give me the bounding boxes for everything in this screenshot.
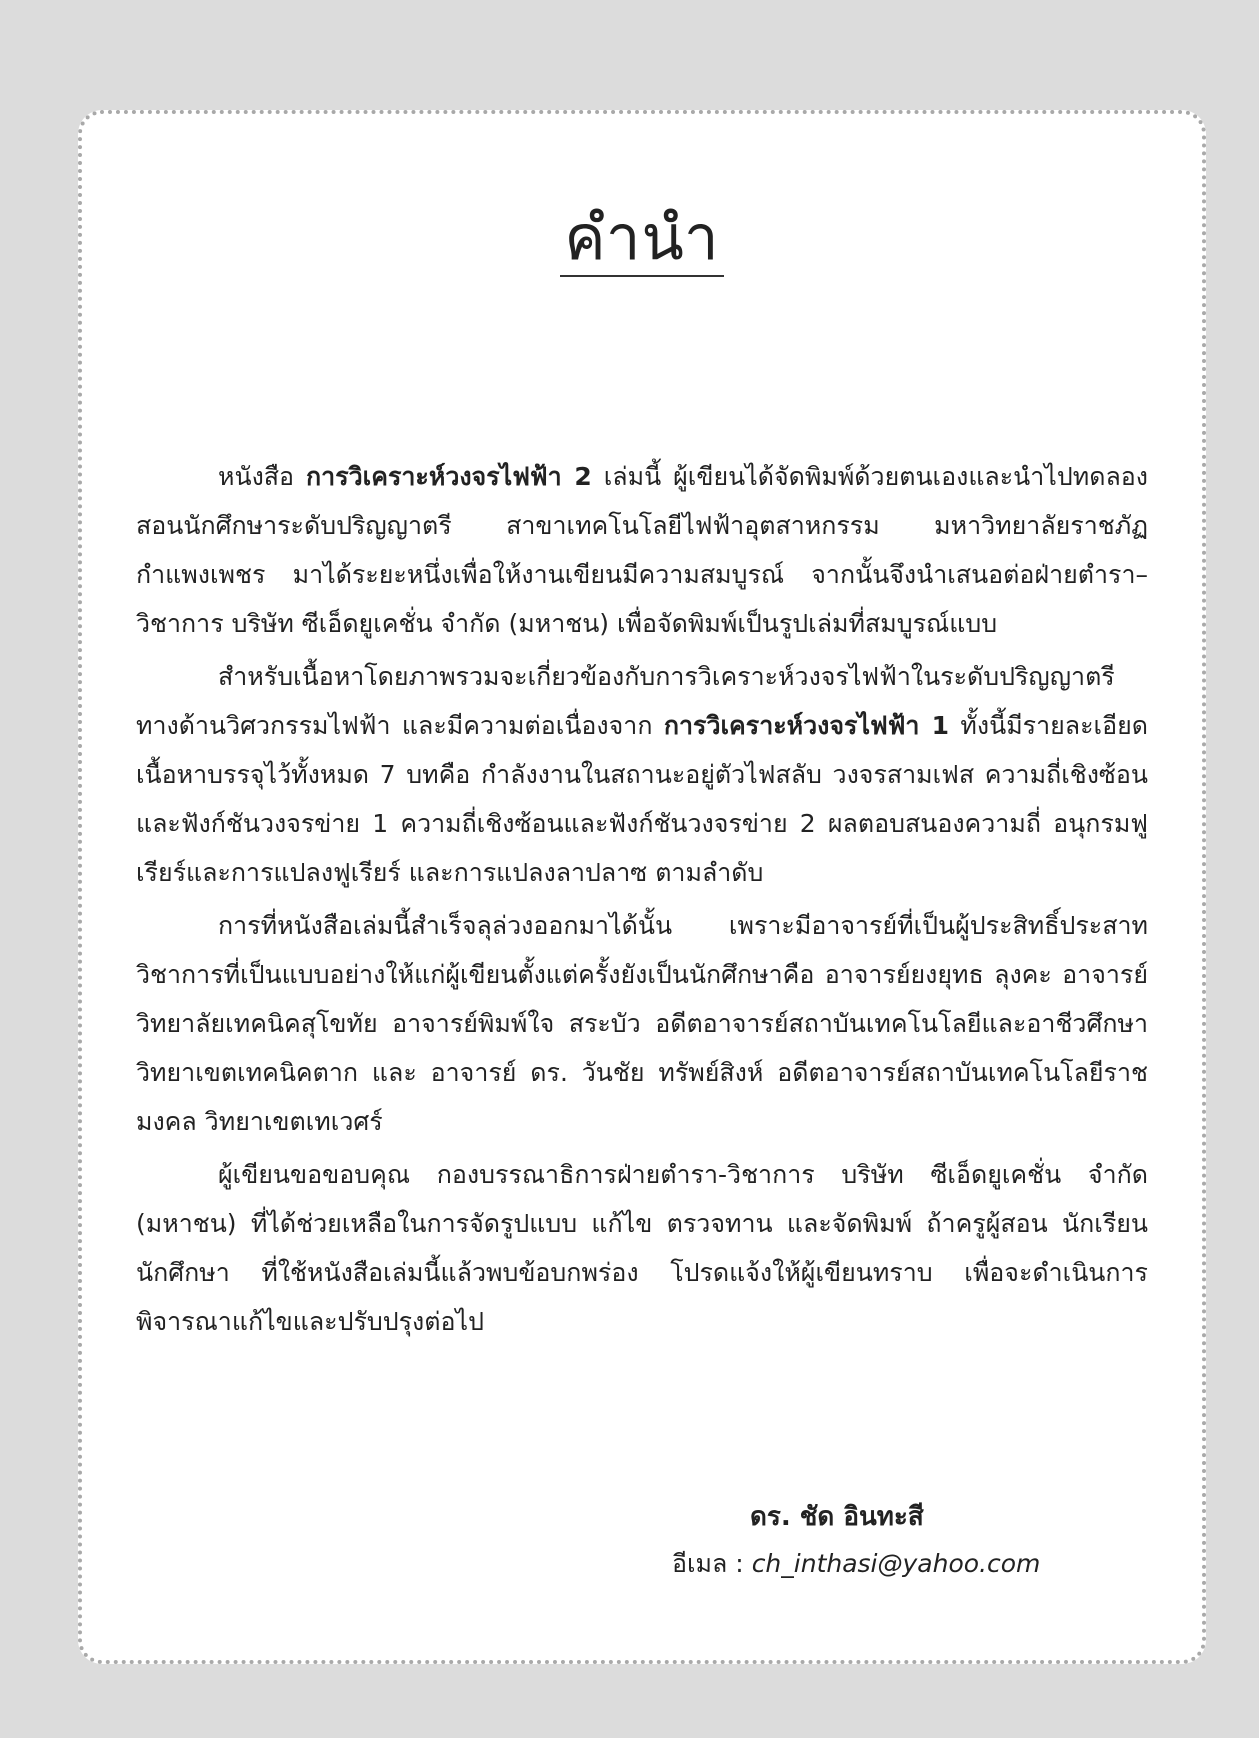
author-email-line — [672, 1544, 1040, 1584]
paragraph-4-text: ผู้เขียนขอขอบคุณ กองบรรณาธิการฝ่ายตำรา-วิชาการ บริษัท ซีเอ็ดยูเคชั่น จำกัด (มหาชน) ที่ได้ช่วยเหลือในการจัดรูปแบบ แก้ไข ตรวจทาน และจัดพิมพ์ ถ้าครูผู้สอน นักเรียน นักศึกษา ที่ใช้หนังสือเล่มนี้แล้วพบข้อบกพร่อง โปรดแจ้งให้ผู้เขียนทราบ เพื่อจะดำเนินการพิจารณาแก้ไขและปรับปรุงต่อไป — [136, 1160, 1148, 1336]
page-frame — [78, 110, 1206, 1664]
paragraph-1-text-start: หนังสือ — [218, 462, 307, 491]
paragraph-2-book-title: การวิเคราะห์วงจรไฟฟ้า 1 — [663, 711, 950, 740]
paragraph-4 — [136, 1150, 1148, 1346]
paragraph-3-text: การที่หนังสือเล่มนี้สำเร็จลุล่วงออกมาได้นั้น เพราะมีอาจารย์ที่เป็นผู้ประสิทธิ์ประสาทวิชาการที่เป็นแบบอย่างให้แก่ผู้เขียนตั้งแต่ครั้งยังเป็นนักศึกษาคือ อาจารย์ยงยุทธ ลุงคะ อาจารย์วิทยาลัยเทคนิคสุโขทัย อาจารย์พิมพ์ใจ สระบัว อดีตอาจารย์สถาบันเทคโนโลยีและอาชีวศึกษา วิทยาเขตเทคนิคตาก และ อาจารย์ ดร. วันชัย ทรัพย์สิงห์ อดีตอาจารย์สถาบันเทคโนโลยีราชมงคล วิทยาเขตเทเวศร์ — [136, 911, 1148, 1136]
paragraph-2-text-start: สำหรับเนื้อหาโดยภาพรวมจะเกี่ยวข้องกับการวิเคราะห์วงจรไฟฟ้าในระดับปริญญาตรี ทางด้านวิศวกรรมไฟฟ้า และมีความต่อเนื่องจาก — [136, 662, 1115, 740]
paragraph-2 — [136, 652, 1148, 897]
paragraph-2-text-end: ทั้งนี้มีรายละเอียดเนื้อหาบรรจุไว้ทั้งหมด 7 บทคือ กำลังงานในสถานะอยู่ตัวไฟสลับ วงจรสามเฟส ความถี่เชิงซ้อนและฟังก์ชันวงจรข่าย 1 ความถี่เชิงซ้อนและฟังก์ชันวงจรข่าย 2 ผลตอบสนองความถี่ อนุกรมฟูเรียร์และการแปลงฟูเรียร์ และการแปลงลาปลาซ ตามลำดับ — [136, 711, 1148, 887]
preface-body — [136, 452, 1148, 1346]
email-address: ch_inthasi@yahoo.com — [751, 1549, 1041, 1578]
page-title: คำนำ — [560, 202, 724, 277]
email-label: อีเมล : — [672, 1549, 752, 1578]
paragraph-1 — [136, 452, 1148, 648]
paragraph-1-text-end: เล่มนี้ ผู้เขียนได้จัดพิมพ์ด้วยตนเองและนำไปทดลองสอนนักศึกษาระดับปริญญาตรี สาขาเทคโนโลยีไฟฟ้าอุตสาหกรรม มหาวิทยาลัยราชภัฏกำแพงเพชร มาได้ระยะหนึ่งเพื่อให้งานเขียนมีความสมบูรณ์ จากนั้นจึงนำเสนอต่อฝ่ายตำรา–วิชาการ บริษัท ซีเอ็ดยูเคชั่น จำกัด (มหาชน) เพื่อจัดพิมพ์เป็นรูปเล่มที่สมบูรณ์แบบ — [136, 462, 1149, 638]
author-name: ดร. ชัด อินทะสี — [750, 1502, 924, 1532]
paragraph-1-book-title: การวิเคราะห์วงจรไฟฟ้า 2 — [306, 462, 592, 491]
title-container — [82, 202, 1202, 277]
paragraph-3 — [136, 901, 1148, 1146]
